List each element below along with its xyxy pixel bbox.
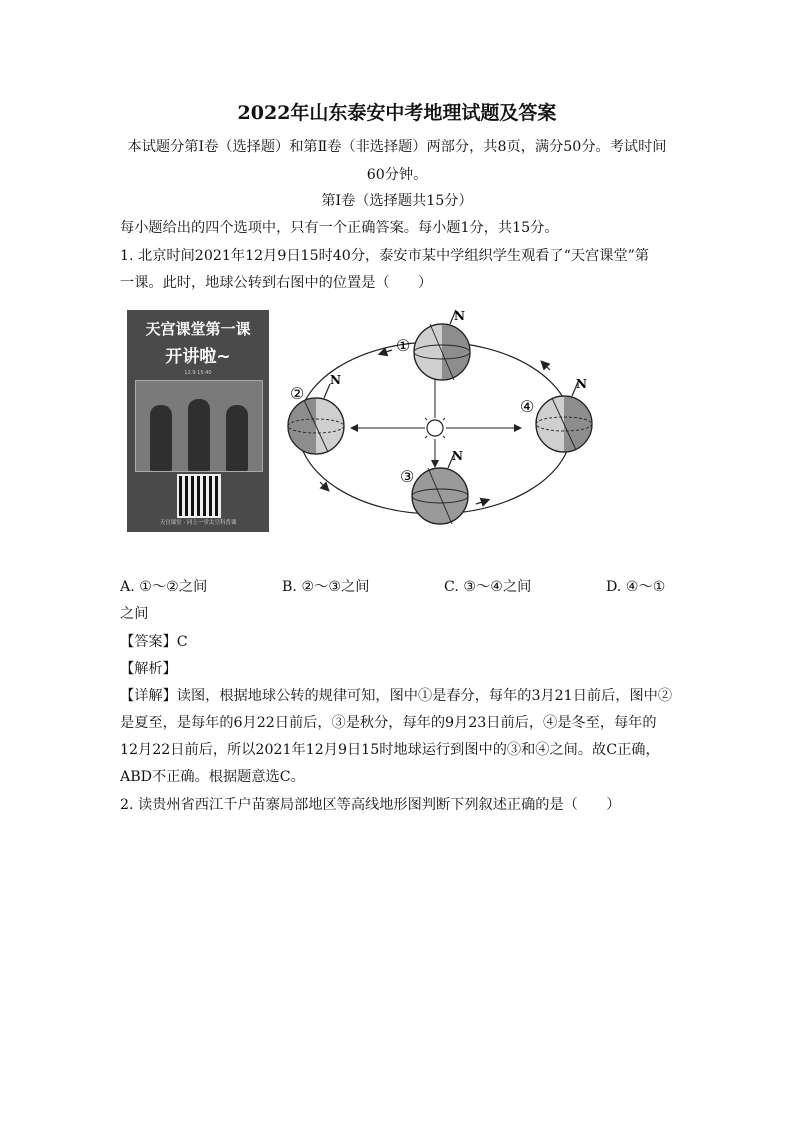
earth-position-4: [536, 382, 592, 452]
detail-line-4: ABD不正确。根据题意选C。: [120, 769, 305, 785]
poster-heading: 天宫课堂第一课: [145, 320, 251, 338]
astronaut-figure: [226, 405, 248, 471]
orbit-arrow: [380, 350, 392, 354]
question-1-line-1: 1. 北京时间2021年12月9日15时40分，泰安市某中学组织学生观看了“天宫课堂”第: [120, 248, 650, 264]
north-label: N: [576, 377, 587, 391]
north-label: N: [454, 309, 465, 323]
section-instructions: 每小题给出的四个选项中，只有一个正确答案。每小题1分，共15分。: [120, 220, 559, 236]
earth-position-3: [412, 454, 468, 524]
tiangong-classroom-poster: [127, 310, 269, 532]
option-b: B. ②～③之间: [282, 579, 370, 595]
north-label: N: [452, 449, 463, 463]
poster-subheading: 开讲啦~: [165, 347, 231, 367]
position-label-2: ②: [290, 384, 305, 403]
question-2-line-1: 2. 读贵州省西江千户苗寨局部地区等高线地形图判断下列叙述正确的是（ ）: [120, 797, 621, 813]
document-title: 2022年山东泰安中考地理试题及答案: [237, 102, 557, 124]
detail-line-3: 12月22日前后，所以2021年12月9日15时地球运行到图中的③和④之间。故C正确，: [120, 742, 660, 758]
position-label-1: ①: [396, 336, 411, 355]
option-c: C. ③～④之间: [444, 579, 532, 595]
option-d-continued: 之间: [120, 606, 149, 622]
astronaut-figure: [150, 405, 172, 471]
option-d: D. ④～①: [606, 579, 666, 595]
section-heading: 第Ⅰ卷（选择题共15分）: [321, 193, 473, 209]
question-1-line-2: 一课。此时，地球公转到右图中的位置是（ ）: [120, 275, 433, 291]
orbit-arrow: [476, 500, 488, 504]
orbit-arrow: [320, 482, 328, 490]
poster-small-text: 12.9 15:40: [184, 370, 212, 376]
orbit-arrow: [542, 362, 550, 370]
option-a: A. ①～②之间: [120, 579, 208, 595]
intro-line-1: 本试题分第Ⅰ卷（选择题）和第Ⅱ卷（非选择题）两部分，共8页，满分50分。考试时间: [127, 139, 667, 155]
analysis-label: 【解析】: [120, 661, 177, 677]
detail-line-2: 是夏至，是每年的6月22日前后，③是秋分，每年的9月23日前后，④是冬至，每年的: [120, 715, 657, 731]
astronaut-figure: [188, 399, 210, 471]
detail-line-1: 【详解】读图，根据地球公转的规律可知，图中①是春分，每年的3月21日前后，图中②: [120, 688, 673, 704]
intro-line-2: 60分钟。: [366, 167, 428, 183]
north-label: N: [330, 373, 341, 387]
earth-orbit-diagram: [280, 300, 610, 540]
answer-line: 【答案】C: [120, 634, 188, 650]
position-label-4: ④: [520, 397, 535, 416]
qr-code: [177, 474, 221, 518]
astronauts-photo: [135, 380, 263, 472]
poster-footer: 天宫课堂 · 同上一堂太空科普课: [159, 520, 237, 526]
sun-icon: [421, 414, 449, 442]
position-label-3: ③: [400, 467, 415, 486]
